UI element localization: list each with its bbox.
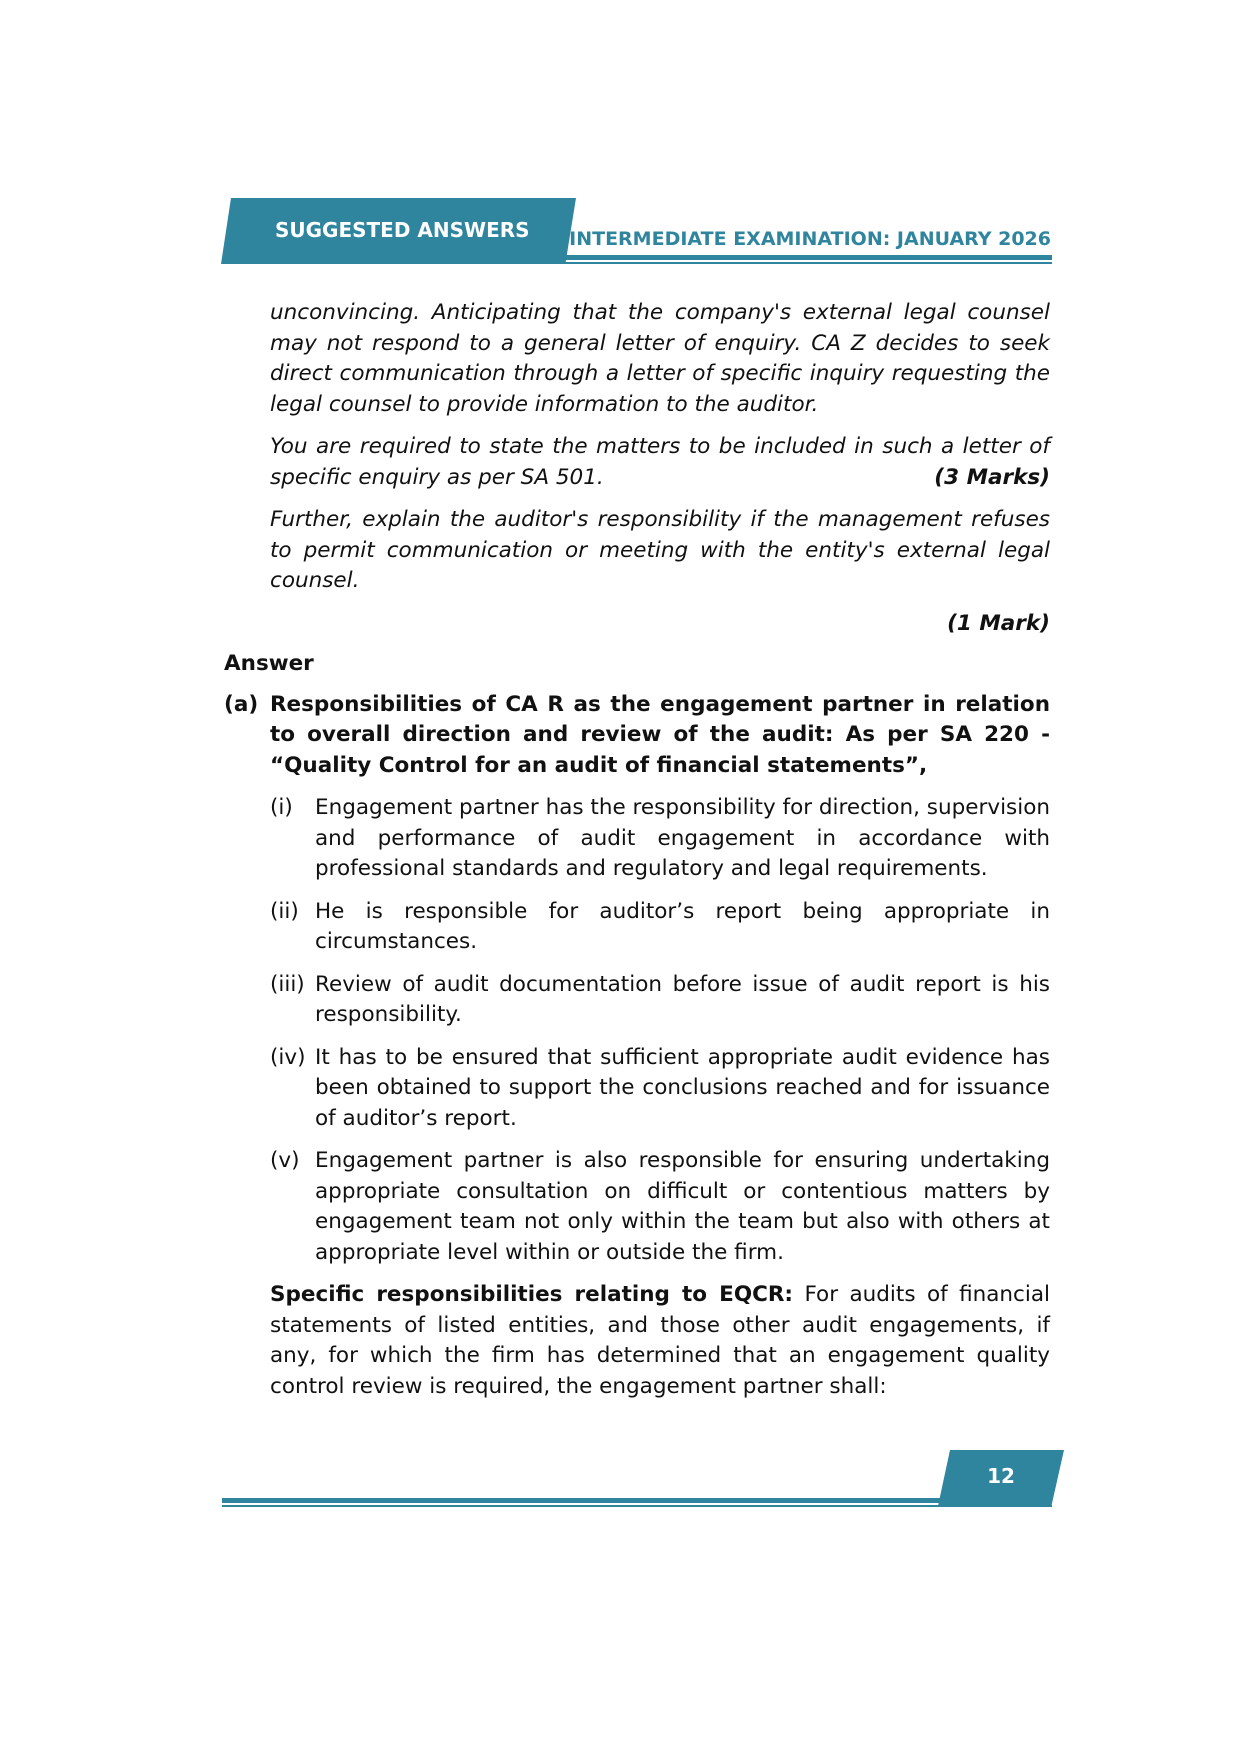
header-rule (562, 255, 1052, 260)
list-item (270, 897, 1050, 958)
list-item (270, 793, 1050, 885)
list-item (270, 1043, 1050, 1135)
list-item (270, 970, 1050, 1031)
footer-rule (222, 1498, 1052, 1503)
page-number: 12 (987, 1464, 1015, 1488)
question-para-1: unconvincing. Anticipating that the company's external legal counsel may not respond to a general letter of enquiry. CA Z decides to seek direct communication through a letter of specific inquiry requesting the legal counsel to provide information to the auditor. (270, 300, 1050, 417)
specific-responsibilities-para (270, 1280, 1050, 1402)
list-item (270, 1146, 1050, 1268)
list-item-text: Engagement partner is also responsible for ensuring undertaking appropriate consultation on difficult or contentious matters by engagement team not only within the team but also with others at appropriate level within or outside the firm. (315, 1148, 1050, 1265)
answer-part-label: (a) (224, 691, 259, 717)
answer-part-text: Responsibilities of CA R as the engagement partner in relation to overall direction and review of the audit: As per SA 220 - “Quality Control for an audit of financial statements”, (270, 691, 1050, 778)
list-item-number: (iii) (270, 971, 305, 997)
answer-part-heading (224, 690, 1050, 782)
page-content (224, 298, 1050, 1402)
footer-rule-thin (222, 1505, 1052, 1507)
question-para-3-marks: (1 Mark) (947, 610, 1050, 636)
list-item-text: He is responsible for auditor’s report being appropriate in circumstances. (315, 898, 1050, 954)
header-tab-label: SUGGESTED ANSWERS (275, 218, 530, 242)
question-para-2-marks: (3 Marks) (934, 464, 1050, 490)
specific-responsibilities-text: For audits of financial statements of listed entities, and those other audit engagements, if any, for which the firm has determined that an engagement quality control review is required, the engagement partner shall: (270, 1282, 1050, 1399)
answer-heading: Answer (224, 651, 314, 676)
list-item-number: (ii) (270, 898, 299, 924)
list-item-number: (v) (270, 1148, 300, 1173)
question-para-2-text: You are required to state the matters to be included in such a letter of specific enquiry as per SA 501. (270, 434, 1050, 490)
header-rule-thin (562, 262, 1052, 264)
specific-responsibilities-heading: Specific responsibilities relating to EQCR: (270, 1282, 794, 1307)
list-item-text: Engagement partner has the responsibility for direction, supervision and performance of audit engagement in accordance with professional standards and regulatory and legal requirements. (315, 795, 1050, 881)
list-item-number: (iv) (270, 1044, 306, 1070)
question-para-2 (270, 432, 1050, 493)
list-item-number: (i) (270, 795, 293, 820)
question-para-3: Further, explain the auditor's responsibility if the management refuses to permit communication or meeting with the entity's external legal counsel. (270, 507, 1050, 593)
list-item-text: Review of audit documentation before issue of audit report is his responsibility. (315, 971, 1050, 1027)
list-item-text: It has to be ensured that sufficient appropriate audit evidence has been obtained to support the conclusions reached and for issuance of auditor’s report. (315, 1044, 1050, 1131)
exam-title: INTERMEDIATE EXAMINATION: JANUARY 2026 (569, 228, 1051, 250)
